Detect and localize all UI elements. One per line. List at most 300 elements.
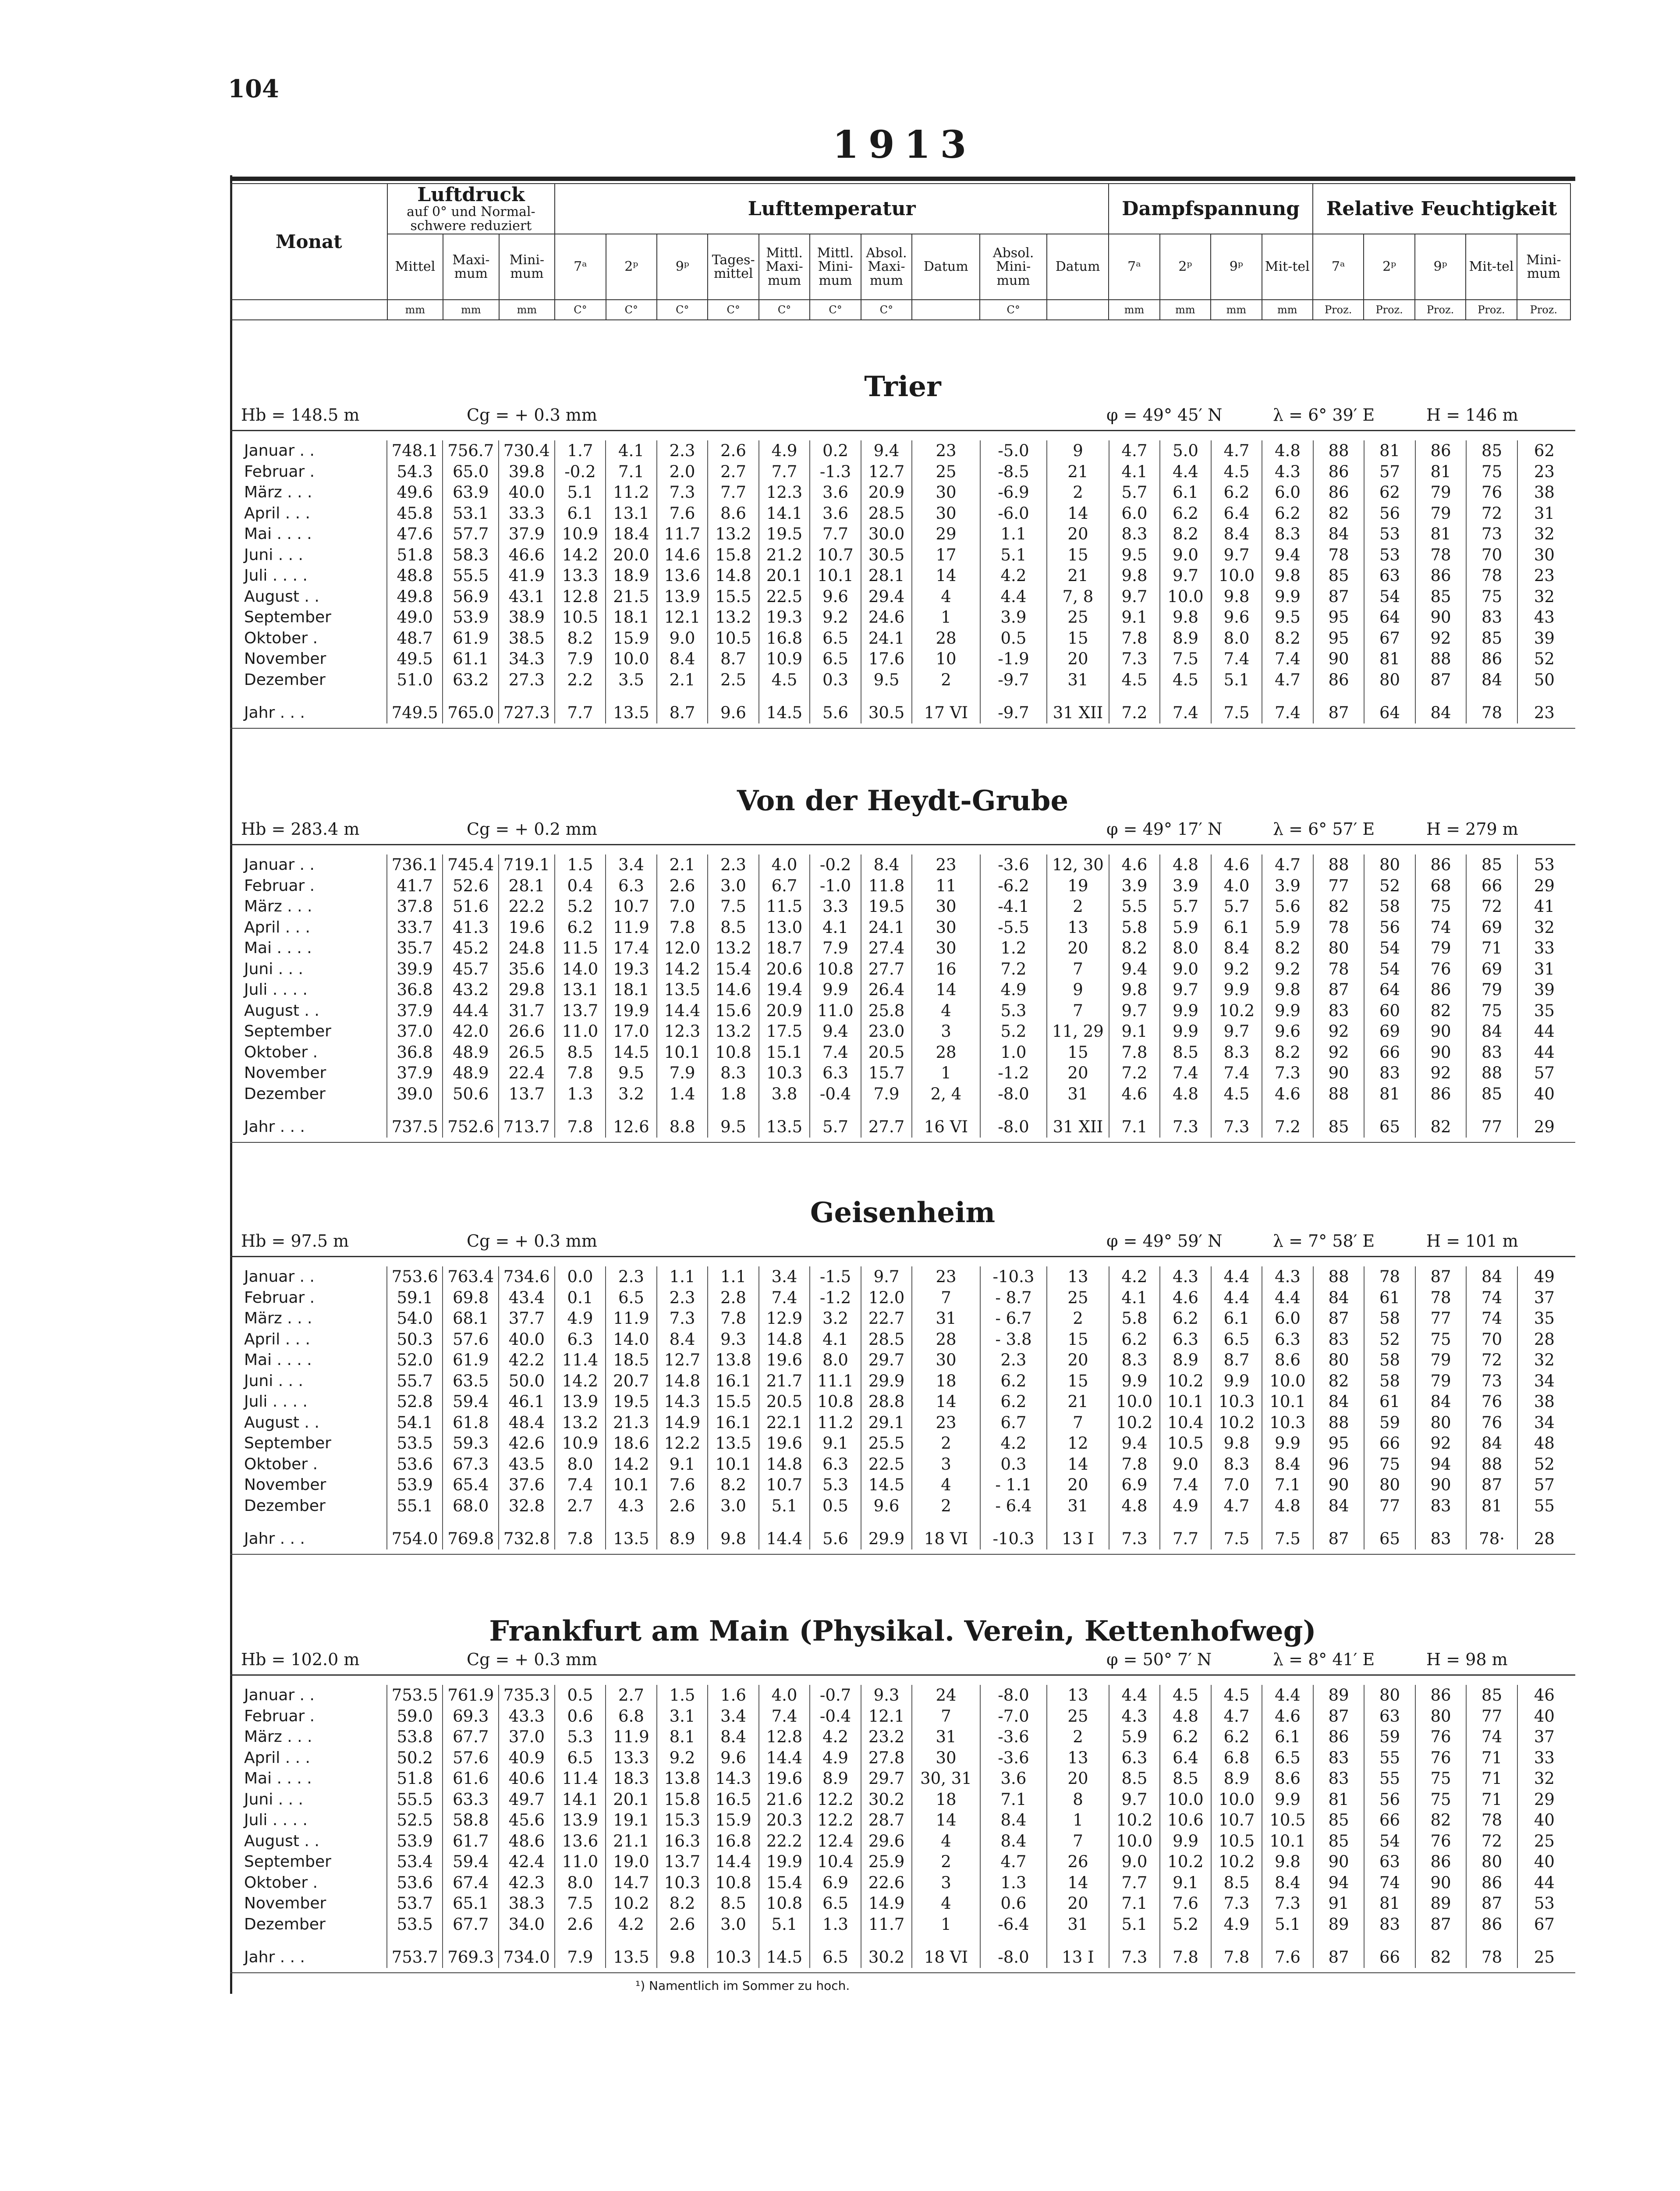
table-cell: 6.5 <box>606 1287 657 1308</box>
table-cell: 8.1 <box>657 1727 708 1748</box>
table-cell: 31 <box>1047 1496 1109 1517</box>
table-cell: 85 <box>1466 854 1517 876</box>
table-cell: 52.0 <box>387 1350 443 1371</box>
year-cell: 13.5 <box>606 1528 657 1549</box>
table-cell: 9.2 <box>1211 959 1262 980</box>
page-number: 104 <box>228 74 279 103</box>
table-cell: 26 <box>1047 1851 1109 1872</box>
table-cell: 41 <box>1517 896 1571 917</box>
table-cell: 45.2 <box>443 938 499 959</box>
gap-cell <box>708 1516 759 1528</box>
table-cell: 38 <box>1517 482 1571 503</box>
table-cell: 85 <box>1415 586 1467 607</box>
table-cell: 16.8 <box>708 1831 759 1852</box>
table-cell: 85 <box>1466 440 1517 461</box>
year-cell: 7.7 <box>555 702 606 723</box>
table-cell: 17 <box>912 545 980 566</box>
table-cell: 4.2 <box>810 1727 861 1748</box>
table-cell: 25.8 <box>861 1000 912 1021</box>
table-cell: 70 <box>1466 545 1517 566</box>
table-cell: 13.8 <box>657 1768 708 1789</box>
gap-cell <box>912 1516 980 1528</box>
gap-cell <box>1262 1516 1313 1528</box>
table-cell: 7.1 <box>606 461 657 482</box>
table-cell: 7.1 <box>980 1789 1047 1810</box>
gap-cell <box>1211 1104 1262 1117</box>
header-unit: C° <box>810 300 861 320</box>
table-cell: 53.6 <box>387 1872 443 1893</box>
table-cell: 20 <box>1047 1475 1109 1496</box>
table-cell: 20.9 <box>861 482 912 503</box>
month-label: Mai . . . . <box>244 1769 312 1788</box>
table-cell: 13.0 <box>759 917 810 938</box>
table-cell: 4.8 <box>1262 440 1313 461</box>
header-unit: mm <box>499 300 555 320</box>
table-cell: 74 <box>1466 1727 1517 1748</box>
table-cell: 19.5 <box>861 896 912 917</box>
table-cell: 63.5 <box>443 1371 499 1392</box>
table-cell: 84 <box>1415 1391 1467 1412</box>
table-cell: 60 <box>1364 1000 1415 1021</box>
table-cell: 9.9 <box>1160 1000 1211 1021</box>
table-cell: 87 <box>1466 1893 1517 1914</box>
table-cell: 29.4 <box>861 586 912 607</box>
table-cell: 87 <box>1313 1706 1365 1727</box>
month-label: August . . <box>244 587 319 606</box>
table-cell: 18.4 <box>606 524 657 545</box>
table-cell: 22.5 <box>759 586 810 607</box>
table-cell: 49.8 <box>387 586 443 607</box>
table-cell: 4.7 <box>1211 440 1262 461</box>
table-cell: 30 <box>912 938 980 959</box>
header-col: 2ᵖ <box>606 234 657 300</box>
table-cell: 4.2 <box>1109 1266 1160 1287</box>
table-cell: 14.4 <box>759 1748 810 1769</box>
table-cell: 4.6 <box>1262 1084 1313 1105</box>
table-cell: 7.3 <box>657 482 708 503</box>
table-cell: -3.6 <box>980 854 1047 876</box>
table-cell: 0.2 <box>810 440 861 461</box>
table-cell: 7.0 <box>657 896 708 917</box>
gap-cell <box>1364 1516 1415 1528</box>
year-cell: 77 <box>1466 1117 1517 1138</box>
table-cell: 96 <box>1313 1454 1365 1475</box>
table-cell: 83 <box>1313 1748 1365 1769</box>
gap-cell <box>980 1104 1047 1117</box>
gap-cell <box>1262 1935 1313 1947</box>
table-cell: 8.3 <box>1109 1350 1160 1371</box>
table-row <box>230 1810 1571 1831</box>
table-cell: 20 <box>1047 649 1109 670</box>
table-cell: 29.8 <box>499 979 555 1000</box>
table-cell: 6.9 <box>1109 1475 1160 1496</box>
table-cell: 9 <box>1047 979 1109 1000</box>
table-cell: 77 <box>1415 1308 1467 1329</box>
header-unit: mm <box>1211 300 1262 320</box>
table-cell: 7.0 <box>1211 1475 1262 1496</box>
table-cell: 6.1 <box>1211 1308 1262 1329</box>
table-cell: 3.9 <box>980 607 1047 628</box>
table-cell: 6.7 <box>759 876 810 897</box>
table-cell: 753.5 <box>387 1685 443 1706</box>
table-cell: 79 <box>1415 938 1467 959</box>
table-row <box>230 979 1571 1000</box>
table-cell: 1 <box>912 1914 980 1935</box>
gap-cell <box>1313 1516 1365 1528</box>
header-col: Mittl. Maxi-mum <box>759 234 810 300</box>
table-cell: 42.0 <box>443 1021 499 1042</box>
year-cell: 7.5 <box>1211 1528 1262 1549</box>
month-label: April . . . <box>244 1748 310 1767</box>
month-label: April . . . <box>244 1330 310 1348</box>
table-cell: 30 <box>912 503 980 524</box>
table-cell: 23 <box>912 854 980 876</box>
gap-cell <box>1313 1935 1365 1947</box>
table-cell: 87 <box>1415 1914 1467 1935</box>
table-cell: 8.4 <box>1211 524 1262 545</box>
table-cell: 70 <box>1466 1329 1517 1350</box>
gap-cell <box>606 1516 657 1528</box>
table-cell: 81 <box>1364 1893 1415 1914</box>
table-cell: 20.3 <box>759 1810 810 1831</box>
table-cell: 1 <box>912 1063 980 1084</box>
table-cell: 9.0 <box>657 628 708 649</box>
table-cell: 40.9 <box>499 1748 555 1769</box>
table-cell: 28 <box>1517 1329 1571 1350</box>
table-cell: 5.1 <box>1211 670 1262 691</box>
table-cell: 2.6 <box>657 1496 708 1517</box>
table-cell: 12.8 <box>555 586 606 607</box>
table-cell: 28.1 <box>861 565 912 586</box>
gap-cell <box>443 1104 499 1117</box>
table-cell: 85 <box>1313 565 1365 586</box>
table-cell: 30 <box>912 917 980 938</box>
header-col: Mini-mum <box>499 234 555 300</box>
table-cell: 4.1 <box>1109 461 1160 482</box>
year-cell: 66 <box>1364 1947 1415 1968</box>
header-unit: mm <box>1109 300 1159 320</box>
table-cell: 0.3 <box>810 670 861 691</box>
table-cell: 81 <box>1364 1084 1415 1105</box>
year-cell: 752.6 <box>443 1117 499 1138</box>
table-cell: 61.7 <box>443 1831 499 1852</box>
gap-cell <box>759 1935 810 1947</box>
table-cell: 63.9 <box>443 482 499 503</box>
header-unit-monat <box>230 300 387 320</box>
year-cell: 78 <box>1466 1947 1517 1968</box>
table-cell: 18.7 <box>759 938 810 959</box>
gap-cell <box>387 1935 443 1947</box>
table-cell: 88 <box>1313 854 1365 876</box>
station-table <box>230 440 1571 723</box>
table-cell: 2.7 <box>708 461 759 482</box>
table-cell: 84 <box>1313 1287 1365 1308</box>
table-cell: 3.6 <box>810 503 861 524</box>
table-cell: 86 <box>1313 482 1365 503</box>
gap-cell <box>499 1935 555 1947</box>
table-cell: 14 <box>912 1810 980 1831</box>
table-cell: 9.9 <box>1262 1789 1313 1810</box>
table-cell: 12.1 <box>861 1706 912 1727</box>
table-cell: 40 <box>1517 1084 1571 1105</box>
table-cell: 19.6 <box>759 1433 810 1454</box>
table-cell: 719.1 <box>499 854 555 876</box>
table-cell: 2 <box>1047 1308 1109 1329</box>
table-cell: 1.1 <box>708 1266 759 1287</box>
table-cell: 19 <box>1047 876 1109 897</box>
table-cell: 0.5 <box>810 1496 861 1517</box>
table-cell: 2 <box>912 1851 980 1872</box>
table-cell: 2.5 <box>708 670 759 691</box>
table-cell: 49 <box>1517 1266 1571 1287</box>
gap-cell <box>1415 1104 1467 1117</box>
table-cell: 7.3 <box>657 1308 708 1329</box>
table-cell: 6.8 <box>1211 1748 1262 1769</box>
gap-cell <box>708 1104 759 1117</box>
header-col: 2ᵖ <box>1160 234 1211 300</box>
table-cell: 9.6 <box>810 586 861 607</box>
month-label: August . . <box>244 1832 319 1850</box>
year-label: Jahr . . . <box>244 1530 305 1548</box>
year-cell: 27.7 <box>861 1117 912 1138</box>
table-cell: 6.0 <box>1262 1308 1313 1329</box>
table-cell: 9.9 <box>1211 979 1262 1000</box>
table-cell: 8.9 <box>1160 1350 1211 1371</box>
table-cell: 8.4 <box>861 854 912 876</box>
table-cell: 6.2 <box>1160 503 1211 524</box>
table-cell: 9.4 <box>1109 959 1160 980</box>
table-cell: 13.3 <box>555 565 606 586</box>
table-cell: 3 <box>912 1454 980 1475</box>
gap-cell <box>1160 690 1211 702</box>
table-cell: 13.9 <box>657 586 708 607</box>
station-cg: Cg = + 0.3 mm <box>467 1231 597 1251</box>
table-cell: 2.3 <box>657 440 708 461</box>
table-cell: 8.9 <box>1211 1768 1262 1789</box>
table-cell: 43.2 <box>443 979 499 1000</box>
table-row <box>230 1914 1571 1935</box>
table-cell: 4.5 <box>759 670 810 691</box>
table-cell: 94 <box>1313 1872 1365 1893</box>
gap-cell <box>1466 690 1517 702</box>
month-label: Juli . . . . <box>244 981 308 999</box>
table-cell: 72 <box>1466 1350 1517 1371</box>
gap-cell <box>861 690 912 702</box>
table-cell: 2 <box>912 1496 980 1517</box>
table-cell: 39 <box>1517 979 1571 1000</box>
table-cell: 7.1 <box>1262 1475 1313 1496</box>
table-row <box>230 1768 1571 1789</box>
table-cell: 53.5 <box>387 1433 443 1454</box>
table-cell: 8.7 <box>708 649 759 670</box>
table-cell: 10.5 <box>555 607 606 628</box>
month-label: Februar . <box>244 1707 315 1725</box>
table-cell: 4.5 <box>1211 461 1262 482</box>
gap-cell <box>555 1516 606 1528</box>
footnote: ¹) Namentlich im Sommer zu hoch. <box>635 1978 850 1993</box>
table-cell: 51.8 <box>387 1768 443 1789</box>
header-col: Datum <box>1047 234 1109 300</box>
table-cell: -0.4 <box>810 1084 861 1105</box>
table-cell: 35.6 <box>499 959 555 980</box>
table-cell: 753.6 <box>387 1266 443 1287</box>
table-cell: 12 <box>1047 1433 1109 1454</box>
table-cell: 19.6 <box>759 1768 810 1789</box>
table-cell: 7.5 <box>555 1893 606 1914</box>
month-label: Januar . . <box>244 442 315 460</box>
year-cell: 12.6 <box>606 1117 657 1138</box>
table-cell: 9.9 <box>1211 1371 1262 1392</box>
table-cell: 7.7 <box>708 482 759 503</box>
table-cell: 10.8 <box>759 1893 810 1914</box>
table-cell: 2.8 <box>708 1287 759 1308</box>
table-cell: 23 <box>912 1266 980 1287</box>
station-title: Frankfurt am Main (Physikal. Verein, Kettenhofweg) <box>489 1615 1316 1648</box>
year-cell: 9.6 <box>708 702 759 723</box>
table-cell: 20 <box>1047 1063 1109 1084</box>
table-cell: 85 <box>1466 628 1517 649</box>
table-cell: 80 <box>1313 1350 1365 1371</box>
table-cell: 78 <box>1313 545 1365 566</box>
table-cell: -8.0 <box>980 1685 1047 1706</box>
table-cell: 9.8 <box>1109 979 1160 1000</box>
year-cell: 7.9 <box>555 1947 606 1968</box>
table-cell: 61 <box>1364 1287 1415 1308</box>
table-cell: 10.2 <box>1211 1000 1262 1021</box>
year-cell: 14.4 <box>759 1528 810 1549</box>
header-col: Tages-mittel <box>708 234 758 300</box>
table-cell: 19.9 <box>759 1851 810 1872</box>
table-cell: 10.1 <box>1160 1391 1211 1412</box>
table-cell: 86 <box>1415 979 1467 1000</box>
table-cell: 90 <box>1415 1021 1467 1042</box>
table-cell: 59.0 <box>387 1706 443 1727</box>
table-cell: 1.3 <box>555 1084 606 1105</box>
table-cell: 74 <box>1466 1308 1517 1329</box>
year-cell: 82 <box>1415 1117 1467 1138</box>
gap-cell <box>387 1104 443 1117</box>
table-cell: 75 <box>1415 1329 1467 1350</box>
table-cell: 27.4 <box>861 938 912 959</box>
table-cell: 29 <box>1517 1789 1571 1810</box>
table-row <box>230 1287 1571 1308</box>
table-cell: 8.4 <box>1262 1872 1313 1893</box>
table-cell: 2 <box>1047 1727 1109 1748</box>
table-row <box>230 1475 1571 1496</box>
table-cell: 4.9 <box>810 1748 861 1769</box>
table-cell: -7.0 <box>980 1706 1047 1727</box>
table-cell: 4 <box>912 1000 980 1021</box>
table-cell: 28.5 <box>861 503 912 524</box>
table-row <box>230 1000 1571 1021</box>
year-cell: 769.8 <box>443 1528 499 1549</box>
table-cell: 81 <box>1415 461 1467 482</box>
table-cell: 53.6 <box>387 1454 443 1475</box>
table-cell: 40.0 <box>499 482 555 503</box>
table-cell: 4.3 <box>1262 461 1313 482</box>
section-bottom-rule <box>230 1554 1575 1555</box>
table-cell: 18.9 <box>606 565 657 586</box>
table-cell: 21.6 <box>759 1789 810 1810</box>
table-cell: 90 <box>1415 1042 1467 1063</box>
table-cell: 90 <box>1313 1851 1365 1872</box>
table-cell: 32 <box>1517 1768 1571 1789</box>
table-cell: 83 <box>1466 607 1517 628</box>
table-cell: 2.3 <box>980 1350 1047 1371</box>
station-h: H = 101 m <box>1426 1231 1518 1251</box>
table-cell: 11.2 <box>606 482 657 503</box>
table-cell: 736.1 <box>387 854 443 876</box>
month-label: August . . <box>244 1001 319 1020</box>
header-unit: Proz. <box>1415 300 1466 320</box>
table-cell: 25 <box>1517 1831 1571 1852</box>
table-cell: 12.4 <box>810 1831 861 1852</box>
table-cell: -1.5 <box>810 1266 861 1287</box>
gap-cell <box>1313 1104 1365 1117</box>
table-cell: 6.3 <box>555 1329 606 1350</box>
table-cell: 4.8 <box>1160 1084 1211 1105</box>
table-cell: 69 <box>1466 959 1517 980</box>
table-row <box>230 1893 1571 1914</box>
table-cell: 17.6 <box>861 649 912 670</box>
month-label: Mai . . . . <box>244 939 312 957</box>
table-cell: 6.0 <box>1262 482 1313 503</box>
table-cell: 8.2 <box>1262 1042 1313 1063</box>
table-cell: 6.5 <box>555 1748 606 1769</box>
table-cell: 65.4 <box>443 1475 499 1496</box>
gap-cell <box>1047 1104 1109 1117</box>
table-cell: 14.2 <box>555 545 606 566</box>
table-cell: 67.7 <box>443 1727 499 1748</box>
table-cell: 31 <box>1047 1084 1109 1105</box>
station-phi: φ = 49° 59′ N <box>1106 1231 1223 1251</box>
table-row <box>230 1063 1571 1084</box>
table-cell: 51.8 <box>387 545 443 566</box>
table-cell: 13.3 <box>606 1748 657 1769</box>
table-row <box>230 1872 1571 1893</box>
table-cell: 16.1 <box>708 1412 759 1433</box>
year-cell: 9.5 <box>708 1117 759 1138</box>
table-cell: 6.5 <box>1211 1329 1262 1350</box>
table-cell: 19.0 <box>606 1851 657 1872</box>
year-cell: 7.1 <box>1109 1117 1160 1138</box>
table-cell: 8.5 <box>708 1893 759 1914</box>
table-cell: 10.5 <box>1160 1433 1211 1454</box>
gap-cell <box>1313 690 1365 702</box>
table-cell: -6.4 <box>980 1914 1047 1935</box>
month-label: Januar . . <box>244 1686 315 1705</box>
table-cell: 20 <box>1047 1893 1109 1914</box>
table-row <box>230 1748 1571 1769</box>
table-cell: 69 <box>1466 917 1517 938</box>
table-cell: 9.8 <box>1262 1851 1313 1872</box>
header-unit: mm <box>1160 300 1211 320</box>
header-lufttemperatur: Lufttemperatur <box>555 184 1109 234</box>
table-cell: 81 <box>1466 1496 1517 1517</box>
table-cell: 57.6 <box>443 1748 499 1769</box>
table-cell: 36.8 <box>387 1042 443 1063</box>
table-cell: 15.5 <box>708 586 759 607</box>
table-cell: 10.3 <box>657 1872 708 1893</box>
table-cell: 63 <box>1364 1851 1415 1872</box>
table-cell: -6.9 <box>980 482 1047 503</box>
table-cell: 4 <box>912 1831 980 1852</box>
table-cell: 7.6 <box>657 1475 708 1496</box>
table-cell: 7.4 <box>1160 1063 1211 1084</box>
table-cell: 40 <box>1517 1810 1571 1831</box>
table-cell: 29 <box>1517 876 1571 897</box>
table-cell: 86 <box>1415 1851 1467 1872</box>
